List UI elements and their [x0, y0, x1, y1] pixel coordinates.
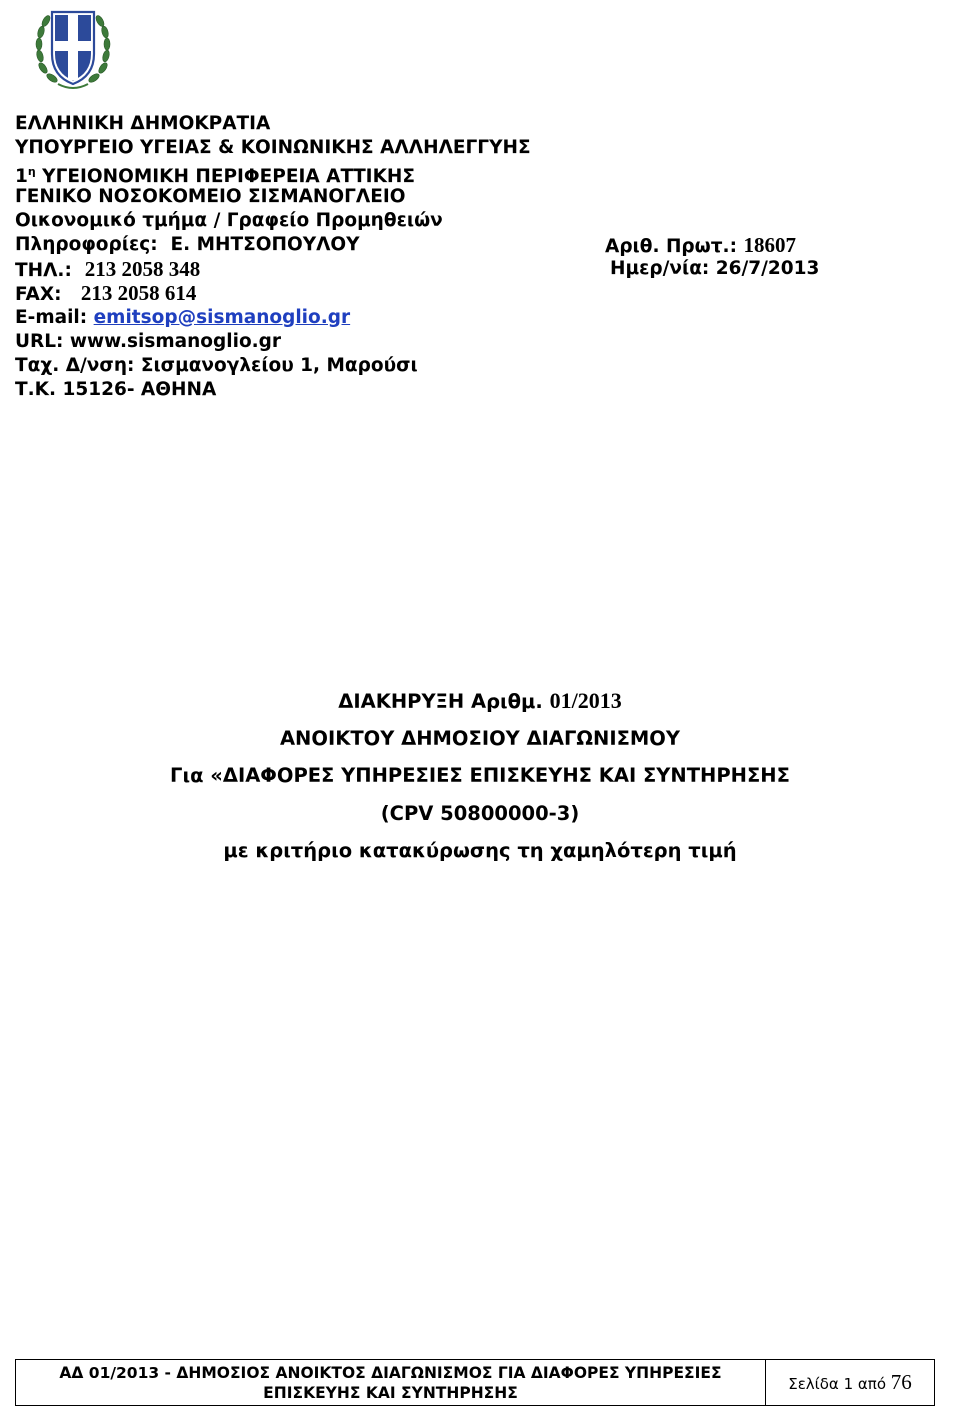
footer-title-line1: ΑΔ 01/2013 - ΔΗΜΟΣΙΟΣ ΑΝΟΙΚΤΟΣ ΔΙΑΓΩΝΙΣΜΟΣ ΓΙΑ ΔΙΑΦΟΡΕΣ ΥΠΗΡΕΣΙΕΣ [59, 1364, 722, 1382]
phone-label: ΤΗΛ.: [15, 260, 72, 282]
header-block [15, 112, 915, 402]
tender-number: 01/2013 [549, 688, 622, 713]
tender-title-text: ΔΙΑΚΗΡΥΞΗ Αριθμ. [338, 690, 543, 713]
fax-label: FAX: [15, 284, 62, 306]
protocol-number: 18607 [743, 232, 796, 257]
region-number: 1 [15, 166, 28, 188]
email-label: E-mail: [15, 306, 88, 328]
tender-title-line3: Για «ΔΙΑΦΟΡΕΣ ΥΠΗΡΕΣΙΕΣ ΕΠΙΣΚΕΥΗΣ ΚΑΙ ΣΥΝΤΗΡΗΣΗΣ [170, 764, 790, 787]
email-link[interactable]: emitsop@sismanoglio.gr [93, 306, 351, 328]
tender-cpv-line: (CPV 50800000-3) [380, 801, 580, 825]
page-footer [15, 1359, 935, 1406]
fax-number: 213 2058 614 [80, 281, 197, 306]
tender-title-line2: ΑΝΟΙΚΤΟΥ ΔΗΜΟΣΙΟΥ ΔΙΑΓΩΝΙΣΜΟΥ [279, 726, 681, 750]
page-total: 76 [890, 1370, 912, 1394]
postcode-line: Τ.Κ. 15126- ΑΘΗΝΑ [15, 379, 217, 401]
region-superscript: η [27, 165, 36, 179]
protocol-field [605, 233, 796, 259]
tender-title-line1 [0, 686, 960, 724]
page-prefix: Σελίδα 1 από [788, 1375, 886, 1393]
footer-document-title [16, 1360, 766, 1405]
info-label: Πληροφορίες: [15, 233, 158, 255]
protocol-label: Αριθ. Πρωτ.: [605, 235, 737, 257]
region-name: ΥΓΕΙΟΝΟΜΙΚΗ ΠΕΡΙΦΕΡΕΙΑ ΑΤΤΙΚΗΣ [42, 166, 416, 188]
coat-of-arms-emblem [34, 4, 112, 92]
address-line: Ταχ. Δ/νση: Σισμανογλείου 1, Μαρούσι [15, 354, 418, 376]
url-line: URL: www.sismanoglio.gr [15, 330, 282, 352]
date-field: Ημερ/νία: 26/7/2013 [610, 258, 820, 280]
hospital-line: ΓΕΝΙΚΟ ΝΟΣΟΚΟΜΕΙΟ ΣΙΣΜΑΝΟΓΛΕΙΟ [15, 185, 406, 207]
phone-number: 213 2058 348 [84, 257, 201, 282]
region-line [15, 160, 915, 188]
department-line: Οικονομικό τμήμα / Γραφείο Προμηθειών [15, 209, 443, 231]
republic-line: ΕΛΛΗΝΙΚΗ ΔΗΜΟΚΡΑΤΙΑ [15, 113, 271, 134]
tender-criterion-line: με κριτήριο κατακύρωσης τη χαμηλότερη τιμή [223, 839, 737, 862]
phone-line [15, 257, 915, 281]
info-line [15, 233, 915, 257]
info-name: Ε. ΜΗΤΣΟΠΟΥΛΟΥ [170, 233, 360, 255]
footer-title-line2: ΕΠΙΣΚΕΥΗΣ ΚΑΙ ΣΥΝΤΗΡΗΣΗΣ [263, 1384, 518, 1402]
fax-line [15, 281, 915, 305]
footer-page-number [766, 1360, 934, 1405]
tender-title-block [0, 686, 960, 874]
email-line [15, 306, 915, 330]
ministry-line: ΥΠΟΥΡΓΕΙΟ ΥΓΕΙΑΣ & ΚΟΙΝΩΝΙΚΗΣ ΑΛΛΗΛΕΓΓΥΗΣ [15, 137, 531, 159]
